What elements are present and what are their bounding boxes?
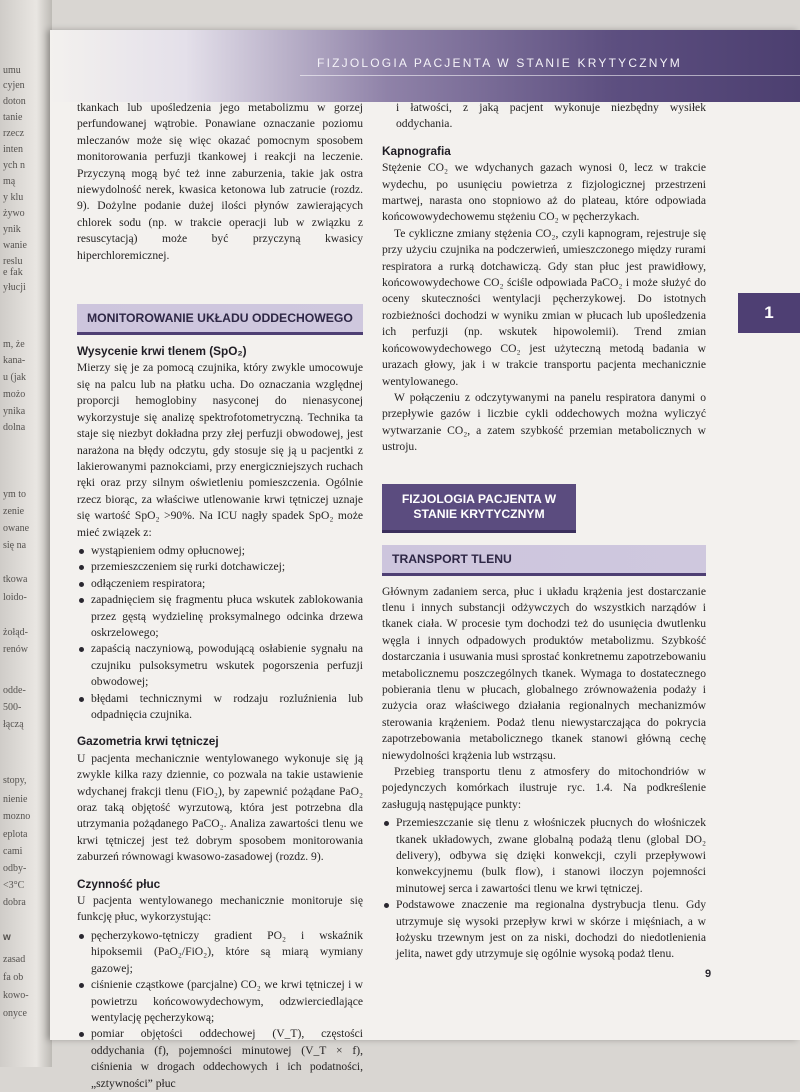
facing-page-text: fa ob: [3, 972, 24, 983]
facing-page-text: wanie: [3, 240, 27, 251]
book-page: [50, 30, 800, 1090]
subheading-spo2: Wysycenie krwi tlenem (SpO₂): [77, 344, 247, 359]
transport-paragraph-1: Głównym zadaniem serca, płuc i układu krążenia jest dostarczanie tlenu i innych substancji odżywczych do wszystkich narządów i tkanek ciała. W procesie tym dochodzi też do usunięcia dwutlenku węgla i innych odpadowych produktów metabolizmu. Szybkość dostarczania i usuwania musi sprostać konkretnemu zapotrzebowaniu metabolicznemu poszczególnych tkanek. Wymaga to dostatecznego pobierania tlenu w płucach, globalnego zrównoważenia podaży i zużycia oraz właściwego działania regionalnych mechanizmów sterowania krążeniem. Podaż tlenu niewystarczająca do pokrycia zapotrzebowania metabolicznego tkanek stanowi główną cechę niewydolności krążenia lub wstrząsu.: [382, 584, 706, 762]
list-item: odłączeniem respiratora;: [77, 576, 363, 592]
list-item: Przemieszczanie się tlenu z włośniczek płucnych do włośniczek tkanek układowych, zwane globalną podażą tlenu (global DO₂ delivery), odbywa się dzięki konwekcji, czyli przepływowi konwekcyjnemu (bulk flow), i stanowi iloczyn pojemności minutowej serca i zawartości tlenu we krwi tętniczej.: [382, 815, 706, 897]
list-item: ciśnienie cząstkowe (parcjalne) CO₂ we krwi tętniczej i w powietrzu końcowowydechowym, odzwierciedlające wentylację pęcherzykową;: [77, 977, 363, 1026]
facing-page-edge: [0, 0, 52, 1067]
section-heading-monitoring: MONITOROWANIE UKŁADU ODDECHOWEGO: [77, 304, 363, 335]
facing-page-text: odby-: [3, 863, 27, 874]
facing-page-text: cami: [3, 846, 23, 857]
subheading-kapnografia: Kapnografia: [382, 143, 451, 158]
transport-bullet-list: [382, 815, 706, 963]
facing-page-text: ych n: [3, 160, 25, 171]
facing-page-text: doton: [3, 96, 26, 107]
facing-page-text: onyce: [3, 1008, 27, 1019]
czynnosc-bullet-list: [77, 928, 363, 1092]
facing-page-text: reslu: [3, 256, 23, 267]
facing-page-text: e fak: [3, 267, 23, 278]
page-number: 9: [705, 968, 712, 980]
facing-page-text: dobra: [3, 897, 26, 908]
facing-page-text: ynik: [3, 224, 21, 235]
continuation-paragraph: i łatwości, z jaką pacjent wykonuje niezbędny wysiłek oddychania.: [396, 101, 706, 131]
facing-page-text: zenie: [3, 506, 25, 517]
facing-page-text: kowo-: [3, 990, 29, 1001]
chapter-tab: 1: [738, 293, 800, 333]
subsection-heading-transport: TRANSPORT TLENU: [382, 545, 706, 576]
transport-paragraph-2: Przebieg transportu tlenu z atmosfery do mitochondriów w pojedynczych komórkach ilustruje ryc. 1.4. Na podkreślenie zasługują następujące punkty:: [382, 765, 706, 811]
facing-page-text: odde-: [3, 685, 26, 696]
facing-page-text: ym to: [3, 489, 27, 500]
facing-page-text: y klu: [3, 192, 24, 203]
facing-page-text: żołąd-: [3, 627, 28, 638]
intro-paragraph: tkankach lub upośledzenia jego metabolizmu w gorzej perfundowanej wątrobie. Ponawiane oznaczanie poziomu mleczanów może się więc okazać pomocnym sposobem monitorowania perfuzji tkankowej i reakcji na leczenie. Przyczyną mogą być też inne zaburzenia, takie jak ostra niewydolność nerek, kwasica ketonowa lub zatrucie (rozdz. 9). Dożylne podanie dużej ilości płynów zawierających chlorek sodu (np. w trakcie operacji lub w związku z resuscytacją) może być przyczyną kwasicy hiperchloremicznej.: [77, 101, 363, 262]
kapnografia-paragraph-3: W połączeniu z odczytywanymi na panelu respiratora danymi o przepływie gazów i liczbie cykli oddechowych można wyliczyć wytwarzanie CO₂, a zatem szybkość przemian metabolicznych w ustroju.: [382, 390, 706, 454]
gazometria-paragraph: U pacjenta mechanicznie wentylowanego wykonuje się ją zwykle kilka razy dziennie, co pozwala na takie ustawienie wdychanej frakcji tlenu (FiO₂), by zapewnić pożądane PaO₂ oraz taką objętość wyrzutową, która jest potrzebna dla utrzymania pożądanego PaCO₂. Analiza zawartości tlenu we krwi tętniczej jest też dobrym sposobem monitorowania zaburzeń równowagi kwasowo-zasadowej (rozdz. 9).: [77, 751, 363, 864]
facing-page-text: eplota: [3, 829, 28, 840]
facing-page-text: stopy,: [3, 775, 27, 786]
facing-page-text: cyjen: [3, 80, 25, 91]
facing-page-text: zasad: [3, 954, 26, 965]
facing-page-text: 500-: [3, 702, 22, 713]
list-item: pomiar objętości oddechowej (V_T), częstości oddychania (f), pojemności minutowej (V_T × f), ciśnienia w drogach oddechowych i ich podatności, „sztywności” płuc: [77, 1026, 363, 1092]
facing-page-text: m, że: [3, 339, 25, 350]
list-item: zapaścią naczyniową, powodującą osłabienie sygnału na czujniku pulsoksymetru wskutek pogorszenia perfuzji obwodowej;: [77, 641, 363, 690]
facing-page-text: żywo: [3, 208, 25, 219]
facing-page-text: inten: [3, 144, 23, 155]
facing-page-text: u (jak: [3, 372, 27, 383]
subheading-czynnosc-pluc: Czynność płuc: [77, 876, 161, 891]
facing-page-text: możo: [3, 389, 26, 400]
subheading-gazometria: Gazometria krwi tętniczej: [77, 734, 219, 749]
list-item: przemieszczeniem się rurki dotchawiczej;: [77, 559, 363, 575]
facing-page-text: rzecz: [3, 128, 25, 139]
right-column: [382, 100, 706, 963]
facing-page-text: <3°C: [3, 880, 25, 891]
spo2-paragraph: Mierzy się je za pomocą czujnika, który zwykle umocowuje się na palcu lub na płatku ucha. Do oznaczania względnej proporcji hemoglobiny nasyconej do nienasyconej wykorzystuje się analizę spektrofotometryczną. Technika ta staje się niezbyt dokładna przy złej perfuzji obwodowej, jest narażona na błędy odczytu, gdy stosuje się ją u pacjentki z lakierowanymi paznokciami, przy energiczniejszych ruchach ręki oraz przy silnym oświetleniu pomieszczenia. Ogólnie rzecz biorąc, za właściwe utlenowanie krwi tętniczej uznaje się wartość SpO₂ >90%. Na ICU nagły spadek SpO₂ może mieć związek z:: [77, 361, 363, 539]
facing-page-text: mą: [3, 176, 16, 187]
facing-page-text: dolna: [3, 422, 26, 433]
facing-page-text: w: [3, 932, 11, 943]
spo2-bullet-list: [77, 543, 363, 723]
facing-page-text: renów: [3, 644, 28, 655]
left-column: [77, 100, 363, 1092]
facing-page-text: ynika: [3, 406, 26, 417]
facing-page-text: yłucji: [3, 282, 26, 293]
facing-page-text: tanie: [3, 112, 23, 123]
kapnografia-paragraph-2: Te cykliczne zmiany stężenia CO₂, czyli kapnogram, rejestruje się przy użyciu czujnika na podczerwień, umieszczonego między rurami respiratora a rurką dotchawiczą. Gdy stan płuc jest prawidłowy, końcowowydechowe CO₂ ściśle odpowiada PaCO₂ i może służyć do oceny skuteczności wentylacji pęcherzykowej. Do istotnych rozbieżności dochodzi w wyniku zmian w płucach lub upośledzenia ich perfuzji (np. wskutek hipowolemii). Trend zmian końcowowydechowego CO₂ jest użyteczną metodą badania w urazach głowy, jak i w trakcie transportu pacjenta mechanicznie wentylowanego.: [382, 226, 706, 388]
kapnografia-paragraph-1: Stężenie CO₂ we wdychanych gazach wynosi 0, lecz w trakcie wydechu, po usunięciu powietrza z fizjologicznej przestrzeni martwej, narasta ono stopniowo aż do plateau, które odpowiada końcowowydechowemu stężeniu CO₂ w pęcherzykach.: [382, 161, 706, 224]
facing-page-text: loido-: [3, 592, 27, 603]
list-item: zapadnięciem się fragmentu płuca wskutek zablokowania przez gęstą wydzielinę proksymalnego odcinka drzewa oskrzelowego;: [77, 592, 363, 641]
facing-page-text: mozno: [3, 811, 31, 822]
list-item: wystąpieniem odmy opłucnowej;: [77, 543, 363, 559]
list-item: Podstawowe znaczenie ma regionalna dystrybucja tlenu. Gdy utrzymuje się wysoki przepływ krwi w skórze i mięśniach, a w łożysku trzewnym jest on za niski, dochodzi do niedotlenienia jelita, nawet gdy utrzymuje się ogólnie wysoką podaż tlenu.: [382, 897, 706, 963]
header-rule: [300, 75, 800, 76]
facing-page-text: łączą: [3, 719, 24, 730]
running-head: FIZJOLOGIA PACJENTA W STANIE KRYTYCZNYM: [317, 56, 682, 70]
facing-page-text: się na: [3, 540, 27, 551]
facing-page-text: umu: [3, 65, 21, 76]
list-item: pęcherzykowo-tętniczy gradient PO₂ i wskaźnik hipoksemii (PaO₂/FiO₂), które są miarą wymiany gazowej;: [77, 928, 363, 977]
czynnosc-paragraph: U pacjenta wentylowanego mechanicznie monitoruje się funkcję płuc, wykorzystując:: [77, 894, 363, 924]
section-heading-fizjologia: FIZJOLOGIA PACJENTA W STANIE KRYTYCZNYM: [382, 484, 576, 533]
facing-page-text: kana-: [3, 355, 26, 366]
facing-page-text: tkowa: [3, 574, 28, 585]
facing-page-text: owane: [3, 523, 30, 534]
list-item: błędami technicznymi w rodzaju rozluźnienia lub odpadnięcia czujnika.: [77, 691, 363, 724]
facing-page-text: nienie: [3, 794, 28, 805]
